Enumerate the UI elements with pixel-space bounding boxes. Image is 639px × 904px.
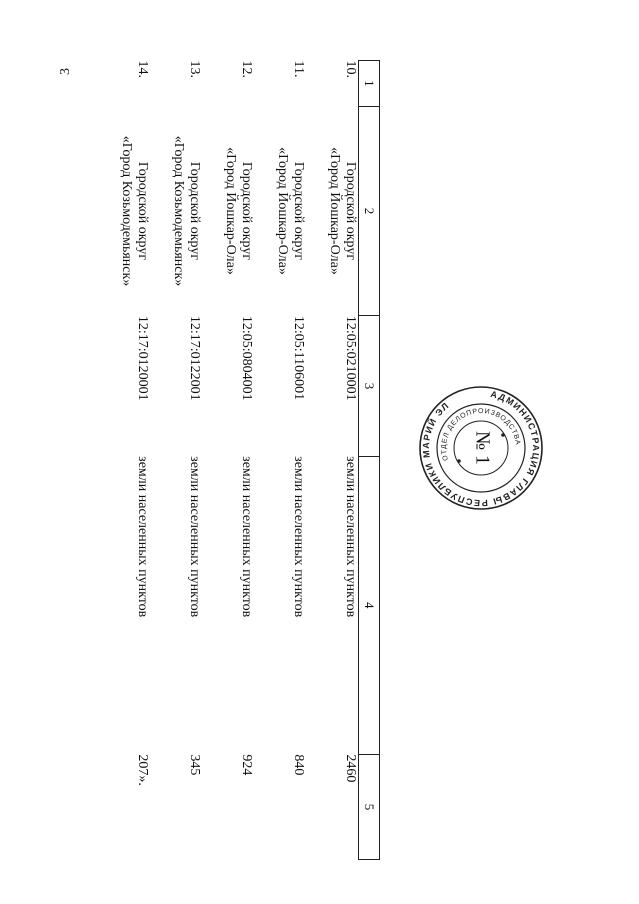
table-row xyxy=(255,61,307,860)
municipality-type: Городской округ xyxy=(135,161,151,261)
area-value: 840 xyxy=(291,754,307,776)
table-header-row xyxy=(359,61,380,860)
table-row xyxy=(203,61,255,860)
cadastral-number: 12:17:0122001 xyxy=(187,315,203,401)
row-number: 10. xyxy=(343,60,358,78)
land-category: земли населенных пунктов xyxy=(135,456,151,618)
seal-inner-text: ОТДЕЛ ДЕЛОПРОИЗВОДСТВА xyxy=(440,407,521,462)
header-col-5: 5 xyxy=(359,754,380,859)
cadastral-number: 12:05:1106001 xyxy=(291,315,307,401)
row-number: 14. xyxy=(135,60,151,78)
seal-center-text: № 1 xyxy=(471,430,494,466)
area-value: 924 xyxy=(239,754,255,776)
registry-table xyxy=(99,60,381,860)
row-number: 13. xyxy=(187,60,203,78)
row-number: 12. xyxy=(239,60,255,78)
header-col-2: 2 xyxy=(359,106,380,316)
table-row xyxy=(151,61,203,860)
area-value: 207». xyxy=(135,754,151,786)
row-number: 11. xyxy=(291,60,307,78)
municipality-cell xyxy=(151,106,203,316)
municipality-cell xyxy=(255,106,307,316)
municipality-name: «Город Йошкар-Ола» xyxy=(223,147,239,275)
land-category: земли населенных пунктов xyxy=(291,456,307,618)
official-seal xyxy=(418,385,544,511)
table-row xyxy=(307,61,359,860)
cadastral-number: 12:05:0804001 xyxy=(239,315,255,401)
municipality-cell xyxy=(203,106,255,316)
municipality-type: Городской округ xyxy=(291,161,307,261)
land-category: земли населенных пунктов xyxy=(187,456,203,618)
header-col-1: 1 xyxy=(359,61,380,107)
municipality-name: «Город Козьмодемьянск» xyxy=(119,135,135,287)
land-category: земли населенных пунктов xyxy=(239,456,255,618)
municipality-name: «Город Йошкар-Ола» xyxy=(275,147,291,275)
municipality-type: Городской округ xyxy=(187,161,203,261)
header-col-3: 3 xyxy=(359,316,380,456)
municipality-type: Городской округ xyxy=(343,161,358,261)
area-value: 345 xyxy=(187,754,203,776)
registry-table-sheet xyxy=(90,60,380,860)
land-category: земли населенных пунктов xyxy=(343,456,358,618)
table-row xyxy=(99,61,151,860)
page-number: 3 xyxy=(58,68,73,75)
seal-outer-text: АДМИНИСТРАЦИЯ ГЛАВЫ РЕСПУБЛИКИ МАРИЙ ЭЛ xyxy=(420,388,542,509)
cadastral-number: 12:05:0210001 xyxy=(343,315,358,401)
cadastral-number: 12:17:0120001 xyxy=(135,315,151,401)
municipality-name: «Город Козьмодемьянск» xyxy=(171,135,187,287)
municipality-type: Городской округ xyxy=(239,161,255,261)
seal-star-icon xyxy=(457,459,461,463)
municipality-cell xyxy=(99,106,151,316)
area-value: 2460 xyxy=(343,754,358,783)
seal-graphic xyxy=(418,385,544,511)
header-col-4: 4 xyxy=(359,456,380,754)
municipality-name: «Город Йошкар-Ола» xyxy=(327,147,342,275)
municipality-cell xyxy=(307,106,359,316)
seal-star-icon xyxy=(501,433,505,437)
